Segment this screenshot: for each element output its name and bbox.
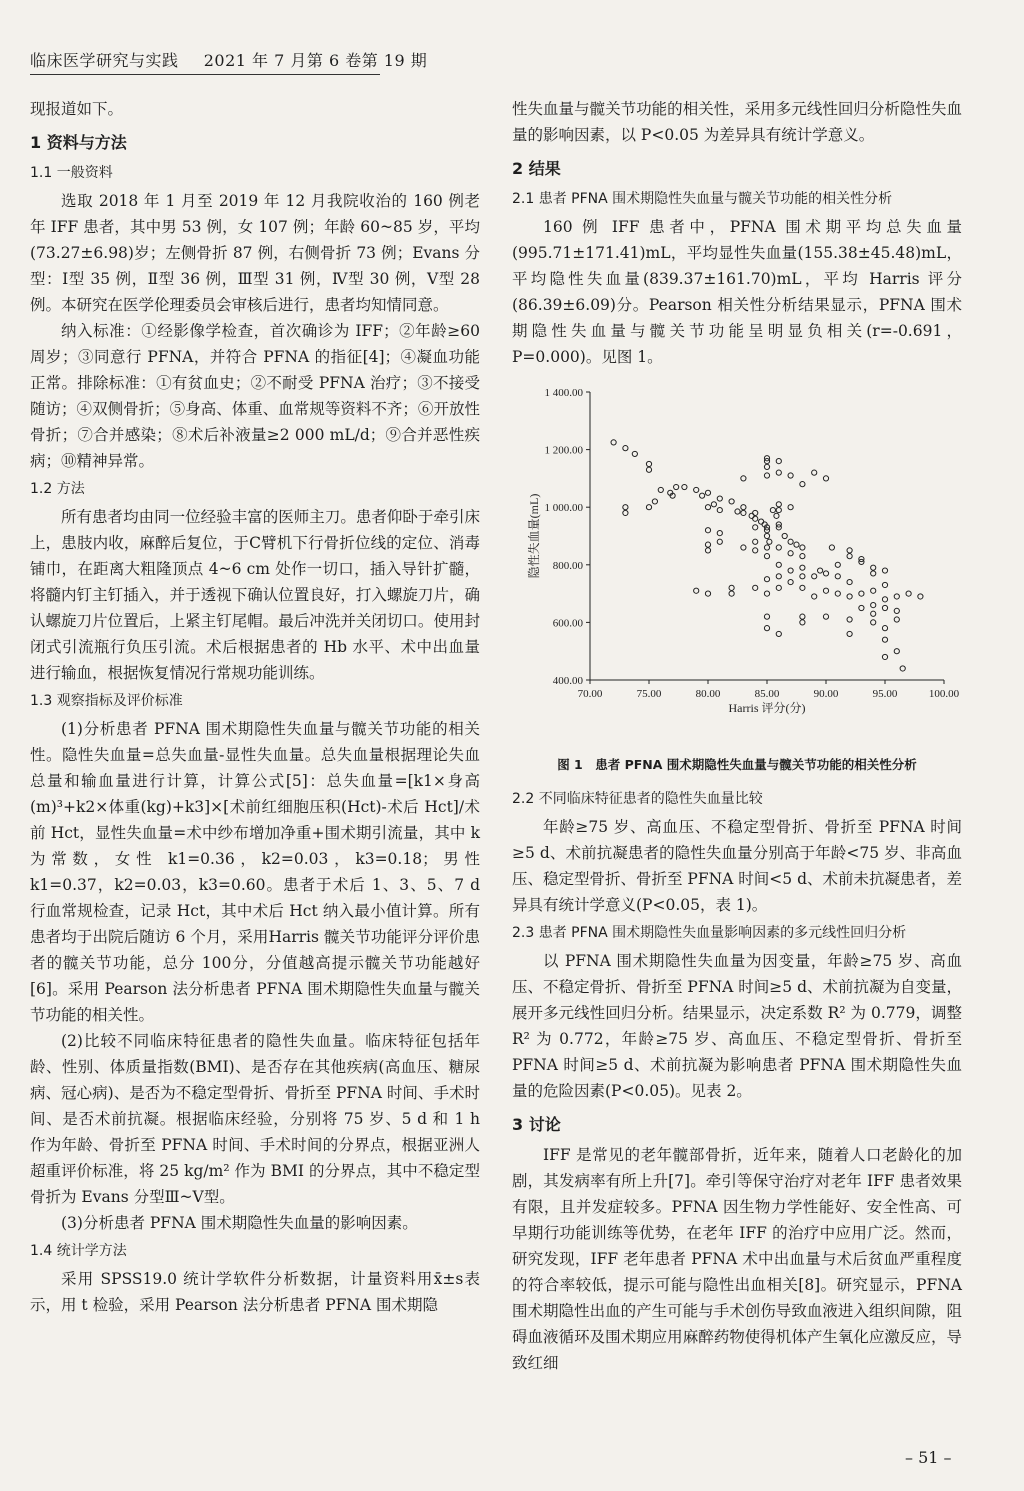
data-point [705, 548, 710, 553]
data-point [800, 620, 805, 625]
data-point [682, 484, 687, 489]
subsection-heading: 1.2 方法 [30, 481, 85, 497]
paragraph: 160 例 IFF 患者中，PFNA 围术期平均总失血量(995.71±171.41)mL，平均显性失血量(155.38±45.48)mL，平均隐性失血量(839.37±161.70)mL，平均 Harris 评分(86.39±6.09)分。Pearson 相关性分析结果显示，PFNA 围术期隐性失血量与髋关节功能呈明显负相关(r=-0.691，P=0.000)。见图 1。 [512, 218, 962, 366]
y-tick-label: 400.00 [552, 675, 583, 687]
data-point [788, 551, 793, 556]
journal-issue: 2021 年 7 月第 6 卷第 19 期 [203, 51, 428, 70]
paragraph: 所有患者均由同一位经验丰富的医师主刀。患者仰卧于牵引床上，患肢内收，麻醉后复位，于C臂机下行骨折位线的定位、消毒铺巾，在距离大粗隆顶点 4~6 cm 处作一切口，插入导针扩髓，将髓内钉主钉插入，并于透视下确认位置良好，打入螺旋刀片，确认螺旋刀片位置后，上紧主钉尾帽。最后冲洗并关闭切口。使用封闭式引流瓶行负压引流。术后根据患者的 Hb 水平、术中出血量进行输血，根据恢复情况行常规功能训练。 [30, 508, 480, 682]
data-point [717, 496, 722, 501]
y-axis-label: 隐性失血量(mL) [527, 493, 541, 579]
x-tick-label: 100.00 [928, 688, 960, 700]
data-point [823, 588, 828, 593]
data-point [847, 631, 852, 636]
paragraph: 选取 2018 年 1 月至 2019 年 12 月我院收治的 160 例老年 IFF 患者，其中男 53 例，女 107 例；年龄 60~85 岁，平均(73.27±6.98)岁；左侧骨折 87 例，右侧骨折 73 例；Evans 分型：Ⅰ型 35 例，Ⅱ型 36 例，Ⅲ型 31 例，Ⅳ型 30 例，Ⅴ型 28例。本研究在医学伦理委员会审核后进行，患者均知情同意。 [30, 192, 480, 314]
data-point [674, 484, 679, 489]
data-point [741, 476, 746, 481]
data-point [800, 482, 805, 487]
subsection-heading: 2.1 患者 PFNA 围术期隐性失血量与髋关节功能的相关性分析 [512, 191, 893, 207]
data-point [753, 548, 758, 553]
data-point [788, 568, 793, 573]
figure-1 [512, 380, 962, 750]
scatter-chart [512, 380, 962, 750]
data-point [764, 626, 769, 631]
data-point [717, 507, 722, 512]
data-point [705, 542, 710, 547]
right-column-top [512, 96, 962, 370]
data-point [800, 565, 805, 570]
data-point [729, 591, 734, 596]
data-point [632, 451, 637, 456]
section-heading: 1 资料与方法 [30, 133, 127, 152]
data-point [776, 470, 781, 475]
subsection-heading: 2.3 患者 PFNA 围术期隐性失血量影响因素的多元线性回归分析 [512, 925, 907, 941]
y-tick-label: 1 400.00 [544, 387, 583, 399]
x-tick-label: 85.00 [754, 688, 780, 700]
data-point [788, 539, 793, 544]
data-point [749, 513, 754, 518]
data-point [623, 446, 628, 451]
data-point [871, 611, 876, 616]
data-point [847, 548, 852, 553]
data-point [717, 531, 722, 536]
data-point [776, 574, 781, 579]
data-point [767, 539, 772, 544]
data-point [882, 597, 887, 602]
data-point [812, 594, 817, 599]
paragraph-continued: 性失血量与髋关节功能的相关性，采用多元线性回归分析隐性失血量的影响因素，以 P<0.05 为差异具有统计学意义。 [512, 100, 962, 144]
paragraph: 年龄≥75 岁、高血压、不稳定型骨折、骨折至 PFNA 时间≥5 d、术前抗凝患者的隐性失血量分别高于年龄<75 岁、非高血压、稳定型骨折、骨折至 PFNA 时间<5 d、术前未抗凝患者，差异具有统计学意义(P<0.05，表 1)。 [512, 818, 962, 914]
data-point [894, 594, 899, 599]
x-axis-label: Harris 评分(分) [728, 701, 806, 715]
data-point [764, 614, 769, 619]
data-point [847, 617, 852, 622]
x-tick-label: 75.00 [636, 688, 662, 700]
data-point [764, 473, 769, 478]
data-point [871, 565, 876, 570]
data-point [652, 499, 657, 504]
data-point [741, 545, 746, 550]
data-point [694, 487, 699, 492]
data-point [800, 585, 805, 590]
data-point [788, 473, 793, 478]
journal-header [30, 48, 427, 71]
data-point [882, 605, 887, 610]
right-column [512, 96, 962, 1376]
paragraph: 纳入标准：①经影像学检查，首次确诊为 IFF；②年龄≥60 周岁；③同意行 PFNA，并符合 PFNA 的指征[4]；④凝血功能正常。排除标准：①有贫血史；②不耐受 PFNA 治疗；③不接受随访；④双侧骨折；⑤身高、体重、血常规等资料不齐；⑥开放性骨折；⑦合并感染；⑧术后补液量≥2 000 mL/d；⑨合并恶性疾病；⑩精神异常。 [30, 322, 480, 470]
data-point [894, 649, 899, 654]
data-point [788, 579, 793, 584]
data-point [871, 571, 876, 576]
data-point [776, 507, 781, 512]
x-tick-label: 80.00 [695, 688, 721, 700]
data-point [735, 509, 740, 514]
data-point [847, 579, 852, 584]
data-point [611, 440, 616, 445]
data-point [646, 505, 651, 510]
data-point [800, 545, 805, 550]
paragraph: (2)比较不同临床特征患者的隐性失血量。临床特征包括年龄、性别、体质量指数(BMI)、是否存在其他疾病(高血压、糖尿病、冠心病)、是否为不稳定型骨折、骨折至 PFNA 时间、手术时间、是否术前抗凝。根据临床经验，分别将 75 岁、5 d 和 1 h 作为年龄、骨折至 PFNA 时间、手术时间的分界点，根据亚洲人超重评价标准，将 25 kg/m² 作为 BMI 的分界点，其中不稳定型骨折为 Evans 分型Ⅲ~Ⅴ型。 [30, 1032, 480, 1206]
paragraph: 以 PFNA 围术期隐性失血量为因变量，年龄≥75 岁、高血压、不稳定骨折、骨折至 PFNA 时间≥5 d、术前抗凝为自变量，展开多元线性回归分析。结果显示，决定系数 R² 为 0.779，调整 R² 为 0.772，年龄≥75 岁、高血压、不稳定型骨折、骨折至 PFNA 时间≥5 d、术前抗凝为影响患者 PFNA 围术期隐性失血量的危险因素(P<0.05)。见表 2。 [512, 952, 962, 1100]
data-point [646, 467, 651, 472]
data-point [741, 510, 746, 515]
data-point [859, 591, 864, 596]
data-point [859, 605, 864, 610]
paragraph: (3)分析患者 PFNA 围术期隐性失血量的影响因素。 [61, 1214, 418, 1232]
data-point [658, 487, 663, 492]
paragraph-continued: 现报道如下。 [30, 100, 124, 118]
data-point [882, 568, 887, 573]
data-point [700, 493, 705, 498]
data-point [753, 525, 758, 530]
data-point [705, 528, 710, 533]
data-point [753, 585, 758, 590]
paragraph: (1)分析患者 PFNA 围术期隐性失血量与髋关节功能的相关性。隐性失血量=总失血量-显性失血量。总失血量根据理论失血总量和输血量进行计算，计算公式[5]：总失血量=[k1×身高(m)³+k2×体重(kg)+k3]×[术前红细胞压积(Hct)-术后 Hct]/术前 Hct，显性失血量=术中纱布增加净重+围术期引流量，其中 k 为常数，女性 k1=0.36，k2=0.03，k3=0.18；男性 k1=0.37，k2=0.03，k3=0.60。患者于术后 1、3、5、7 d 行血常规检查，记录 Hct，其中术后 Hct 纳入最小值计算。所有患者均于出院后随访 6 个月，采用Harris 髋关节功能评分评价患者的髋关节功能，总分 100分，分值越高提示髋关节功能越好[6]。采用 Pearson 法分析患者 PFNA 围术期隐性失血量与髋关节功能的相关性。 [30, 720, 480, 1024]
data-point [871, 620, 876, 625]
data-point [818, 568, 823, 573]
paragraph: 采用 SPSS19.0 统计学软件分析数据，计量资料用x̄±s表示，用 t 检验，采用 Pearson 法分析患者 PFNA 围术期隐 [30, 1270, 480, 1314]
data-point [705, 490, 710, 495]
subsection-heading: 1.1 一般资料 [30, 165, 113, 181]
data-point [829, 545, 834, 550]
data-point [711, 502, 716, 507]
data-point [729, 585, 734, 590]
y-tick-label: 1 200.00 [544, 444, 583, 457]
data-point [882, 582, 887, 587]
figure-caption: 图 1 患者 PFNA 围术期隐性失血量与髋关节功能的相关性分析 [557, 757, 917, 772]
data-point [764, 545, 769, 550]
data-point [794, 542, 799, 547]
data-point [894, 608, 899, 613]
data-point [623, 510, 628, 515]
data-point [847, 554, 852, 559]
data-point [847, 594, 852, 599]
data-point [918, 594, 923, 599]
data-point [776, 459, 781, 464]
data-point [812, 470, 817, 475]
y-tick-label: 1 000.00 [544, 502, 583, 515]
subsection-heading: 1.4 统计学方法 [30, 1243, 127, 1259]
data-point [900, 666, 905, 671]
data-point [906, 591, 911, 596]
data-point [646, 461, 651, 466]
page-number: – 51 – [905, 1448, 952, 1467]
data-point [741, 505, 746, 510]
data-point [717, 539, 722, 544]
data-point [788, 505, 793, 510]
x-tick-label: 90.00 [813, 688, 839, 700]
data-point [776, 562, 781, 567]
data-point [764, 533, 769, 538]
data-point [753, 539, 758, 544]
data-point [871, 588, 876, 593]
journal-name: 临床医学研究与实践 [30, 51, 179, 70]
data-point [753, 510, 758, 515]
data-point [764, 577, 769, 582]
data-point [776, 631, 781, 636]
data-point [823, 571, 828, 576]
section-heading: 2 结果 [512, 159, 561, 178]
x-tick-label: 70.00 [577, 688, 603, 700]
left-column [30, 96, 480, 1318]
data-point [882, 654, 887, 659]
data-point [835, 574, 840, 579]
subsection-heading: 2.2 不同临床特征患者的隐性失血量比较 [512, 791, 763, 807]
paragraph: IFF 是常见的老年髋部骨折，近年来，随着人口老龄化的加剧，其发病率有所上升[7]。牵引等保守治疗对老年 IFF 患者效果有限，且并发症较多。PFNA 因生物力学性能好、安全性高、可早期行功能训练等优势，在老年 IFF 的治疗中应用广泛。然而，研究发现，IFF 老年患者 PFNA 术中出血量与术后贫血严重程度的符合率较低，提示可能与隐性出血相关[8]。研究显示，PFNA 围术期隐性出血的产生可能与手术创伤导致血液进入组织间隙，阻碍血液循环及围术期应用麻醉药物使得机体产生氧化应激反应，导致红细 [512, 1146, 962, 1372]
data-point [764, 591, 769, 596]
data-point [882, 637, 887, 642]
data-point [882, 626, 887, 631]
data-point [729, 499, 734, 504]
data-point [800, 614, 805, 619]
data-point [823, 614, 828, 619]
y-tick-label: 600.00 [552, 617, 583, 630]
data-point [894, 617, 899, 622]
data-point [774, 513, 779, 518]
data-point [776, 585, 781, 590]
data-point [753, 516, 758, 521]
subsection-heading: 1.3 观察指标及评价标准 [30, 693, 183, 709]
data-point [776, 545, 781, 550]
data-point [694, 588, 699, 593]
data-point [835, 591, 840, 596]
y-tick-label: 800.00 [552, 559, 583, 572]
right-column-bottom [512, 786, 962, 1376]
data-point [800, 554, 805, 559]
header-rule [30, 74, 380, 75]
data-point [759, 519, 764, 524]
data-point [812, 574, 817, 579]
data-point [705, 505, 710, 510]
data-point [776, 502, 781, 507]
data-point [623, 505, 628, 510]
data-point [800, 574, 805, 579]
x-tick-label: 95.00 [872, 688, 898, 700]
data-point [871, 603, 876, 608]
data-point [764, 464, 769, 469]
data-point [823, 476, 828, 481]
data-point [782, 533, 787, 538]
data-point [764, 554, 769, 559]
data-point [770, 507, 775, 512]
data-point [705, 591, 710, 596]
data-point [835, 562, 840, 567]
section-heading: 3 讨论 [512, 1115, 561, 1134]
